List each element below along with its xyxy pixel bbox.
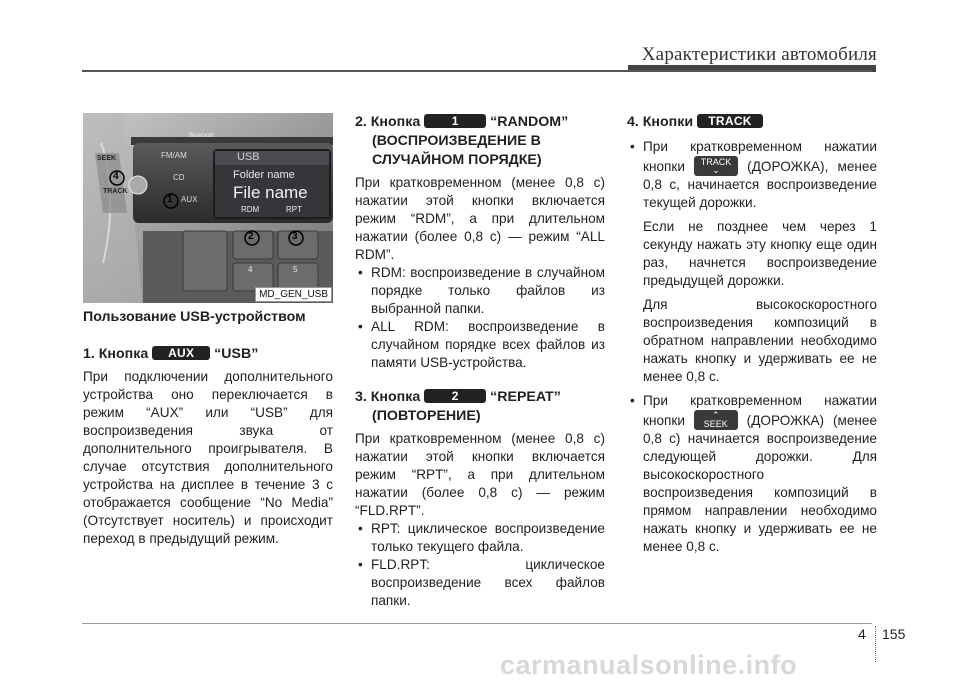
- item-2-subheading: (ВОСПРОИЗВЕДЕНИЕ В СЛУЧАЙНОМ ПОРЯДКЕ): [372, 133, 542, 168]
- track-bullet: • При кратковременном нажатии кнопки TRACK ⌄ (ДОРОЖКА), менее 0,8 с, начинается воспроизведение текущей дорожки.: [630, 139, 878, 210]
- display-rpt: RPT: [286, 205, 302, 214]
- track-bullet-post: (ДОРОЖКА), менее 0,8 с, начинается воспроизведение текущей дорожки.: [643, 159, 878, 210]
- all-rdm-bullet: • ALL RDM: воспроизведение в случайном порядке всех файлов из памяти USB-устройства.: [358, 319, 605, 370]
- track-bullet-para-3: Для высокоскоростного воспроизведения композиций в обратном направлении необходимо нажать кнопку и удерживать ее не менее 0,8 с.: [643, 297, 877, 384]
- footer-rule: [82, 623, 872, 624]
- callout-2: 2: [248, 231, 254, 242]
- button-1-badge: 1: [424, 114, 486, 128]
- bluetooth-label: Bluetooth: [189, 133, 215, 139]
- aux-button-badge: AUX: [152, 346, 210, 360]
- column-2: [355, 113, 605, 610]
- item-4-number: 4. Кнопки: [627, 114, 694, 130]
- button-2-badge: 2: [424, 389, 486, 403]
- audio-unit-photo: [83, 113, 333, 303]
- item-3-text: При кратковременном (менее 0,8 с) нажатии этой кнопки включается режим “RPT”, а при длительном нажатии (более 0,8 с) — режим “FLD.RPT”.: [355, 431, 605, 518]
- display-folder-name: Folder name: [233, 169, 295, 181]
- item-1-label: “USB”: [214, 346, 259, 362]
- rpt-bullet-text: RPT: циклическое воспроизведение только текущего файла.: [371, 521, 605, 554]
- item-2-number: 2. Кнопка: [355, 114, 421, 130]
- seek-bullet-pre: При кратковременном нажатии кнопки: [643, 393, 877, 428]
- page-header-title: Характеристики автомобиля: [641, 44, 877, 65]
- item-1-heading: [83, 345, 333, 364]
- seek-bullet-post: (ДОРОЖКА) (менее 0,8 с) начинается воспроизведение следующей дорожки. Для высокоскоростного воспроизведения композиций в прямом направлении необходимо нажать кнопку и удерживать ее не менее 0,8 с.: [643, 413, 878, 554]
- display-file-name: File name: [233, 183, 308, 202]
- track-button-label: TRACK: [103, 188, 128, 195]
- item-3-label: “REPEAT”: [490, 389, 561, 405]
- page-number-divider: [875, 626, 877, 662]
- fld-rpt-bullet: • FLD.RPT: циклическое воспроизведение всех файлов папки.: [358, 557, 605, 608]
- header-rule: [82, 70, 872, 72]
- photo-caption: MD_GEN_USB: [255, 287, 332, 302]
- track-button-badge: TRACK: [697, 114, 763, 128]
- track-button-icon: TRACK ⌄: [694, 156, 738, 176]
- section-heading-usb: Пользование USB-устройством: [83, 309, 306, 325]
- column-3: [627, 113, 877, 556]
- item-2-text: При кратковременном (менее 0,8 с) нажатии этой кнопки включается режим “RDM”, а при длительном нажатии (более 0,8 с) — режим “ALL RDM”.: [355, 175, 605, 262]
- watermark: carmanualsonline.info: [500, 650, 798, 680]
- rdm-bullet-text: RDM: воспроизведение в случайном порядке только файлов из выбранной папки.: [371, 265, 605, 316]
- section-number: 4: [858, 626, 866, 642]
- item-1-number: 1. Кнопка: [83, 346, 149, 362]
- callout-3: 3: [292, 231, 298, 242]
- cd-button-label: CD: [173, 173, 185, 182]
- seek-bullet: • При кратковременном нажатии кнопки ⌃ SEEK (ДОРОЖКА) (менее 0,8 с) начинается воспроизведение следующей дорожки. Для высокоскоростного воспроизведения композиций в прямом направлении необходимо нажать кнопку и удерживать ее не менее 0,8 с.: [630, 393, 878, 554]
- callout-4: 4: [113, 171, 119, 182]
- item-4-heading: [627, 113, 877, 132]
- item-2-label: “RANDOM”: [490, 114, 569, 130]
- item-3-heading: [355, 388, 605, 407]
- fm-am-button-label: FM/AM: [161, 151, 187, 160]
- aux-button-label: AUX: [181, 195, 198, 204]
- seek-button-icon: ⌃ SEEK: [694, 410, 738, 430]
- item-2-heading: [355, 113, 605, 132]
- preset-5-label: 5: [293, 265, 298, 274]
- item-3-number: 3. Кнопка: [355, 389, 421, 405]
- column-1: [83, 308, 333, 548]
- fld-rpt-bullet-text: FLD.RPT: циклическое воспроизведение всех файлов папки.: [371, 557, 605, 608]
- display-rdm: RDM: [241, 205, 260, 214]
- item-1-text: При подключении дополнительного устройства оно переключается в режим “AUX” или “USB” для воспроизведения звука от дополнительного проигрывателя. В случае отсутствия дополнительного устройства на дисплее в течение 3 с отображается сообщение “No Media” (Отсутствует носитель) и происходит переход в предыдущий режим.: [83, 369, 333, 546]
- seek-button-label: SEEK: [97, 155, 117, 162]
- rdm-bullet: • RDM: воспроизведение в случайном порядке только файлов из выбранной папки.: [358, 265, 605, 316]
- all-rdm-bullet-text: ALL RDM: воспроизведение в случайном порядке всех файлов из памяти USB-устройства.: [371, 319, 605, 370]
- track-bullet-pre: При кратковременном нажатии кнопки: [643, 139, 877, 174]
- callout-1: 1: [167, 194, 173, 205]
- item-3-subheading: (ПОВТОРЕНИЕ): [372, 408, 481, 424]
- track-bullet-para-2: Если не позднее чем через 1 секунду нажать эту кнопку еще один раз, начнется воспроизведение предыдущей дорожки.: [643, 219, 877, 288]
- display-source: USB: [237, 151, 260, 163]
- page-number: 155: [882, 626, 906, 642]
- rpt-bullet: • RPT: циклическое воспроизведение только текущего файла.: [358, 521, 605, 554]
- preset-4-label: 4: [248, 265, 253, 274]
